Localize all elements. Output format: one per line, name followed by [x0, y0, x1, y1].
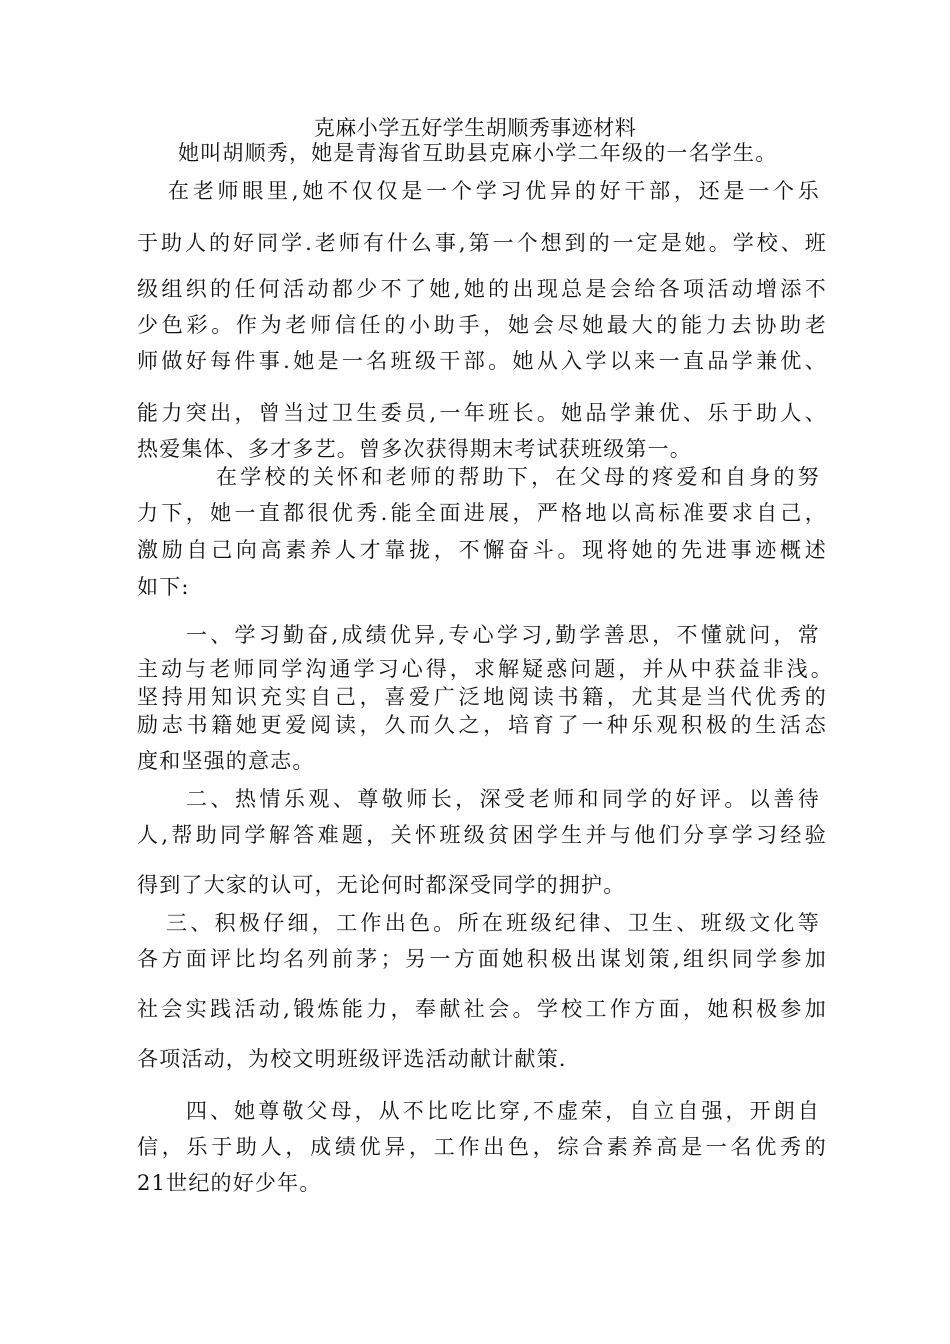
paragraph-line: 她叫胡顺秀，她是青海省互助县克麻小学二年级的一名学生。	[178, 141, 778, 165]
paragraph-line: 少色彩。作为老师信任的小助手，她会尽她最大的能力去协助老	[137, 313, 827, 337]
paragraph-line: 能力突出，曾当过卫生委员,一年班长。她品学兼优、乐于助人、	[137, 401, 827, 425]
paragraph-line: 力下，她一直都很优秀.能全面进展，严格地以高标准要求自己，	[137, 501, 827, 525]
paragraph-line: 社会实践活动,锻炼能力，奉献社会。学校工作方面，她积极参加	[137, 997, 827, 1021]
paragraph-line: 坚持用知识充实自己，喜爱广泛地阅读书籍，尤其是当代优秀的	[137, 685, 827, 709]
paragraph-line: 各方面评比均名列前茅；另一方面她积极出谋划策,组织同学参加	[137, 947, 827, 971]
paragraph-line: 于助人的好同学.老师有什么事,第一个想到的一定是她。学校、班	[137, 231, 827, 255]
paragraph-line: 各项活动，为校文明班级评选活动献计献策.	[137, 1047, 567, 1071]
paragraph-line: 激励自己向高素养人才靠拢，不懈奋斗。现将她的先进事迹概述	[137, 538, 827, 562]
document-title: 克麻小学五好学生胡顺秀事迹材料	[313, 116, 637, 140]
paragraph-line: 得到了大家的认可，无论何时都深受同学的拥护。	[137, 873, 626, 897]
paragraph-line: 三、积极仔细，工作出色。所在班级纪律、卫生、班级文化等	[166, 911, 820, 935]
paragraph-line: 二、热情乐观、尊敬师长，深受老师和同学的好评。以善待	[186, 787, 820, 811]
paragraph-line: 励志书籍她更爱阅读，久而久之，培育了一种乐观积极的生活态	[137, 713, 827, 737]
paragraph-line: 在老师眼里,她不仅仅是一个学习优异的好干部，还是一个乐	[168, 179, 820, 203]
paragraph-line: 一、学习勤奋,成绩优异,专心学习,勤学善思，不懂就问，常	[186, 623, 820, 647]
paragraph-line: 21世纪的好少年。	[137, 1171, 322, 1195]
paragraph-line: 人,帮助同学解答难题，关怀班级贫困学生并与他们分享学习经验	[137, 823, 827, 847]
paragraph-line: 级组织的任何活动都少不了她,她的出现总是会给各项活动增添不	[137, 277, 827, 301]
paragraph-line: 热爱集体、多才多艺。曾多次获得期末考试获班级第一。	[137, 437, 692, 461]
paragraph-line: 度和坚强的意志。	[137, 749, 315, 773]
paragraph-line: 师做好每件事.她是一名班级干部。她从入学以来一直品学兼优、	[137, 349, 827, 373]
paragraph-line: 在学校的关怀和老师的帮助下，在父母的疼爱和自身的努	[216, 465, 820, 489]
paragraph-line: 如下:	[137, 575, 190, 599]
paragraph-line: 四、她尊敬父母，从不比吃比穿,不虚荣，自立自强，开朗自	[186, 1099, 820, 1123]
paragraph-line: 主动与老师同学沟通学习心得，求解疑惑问题，并从中获益非浅。	[137, 657, 833, 681]
paragraph-line: 信，乐于助人，成绩优异，工作出色，综合素养高是一名优秀的	[137, 1135, 827, 1159]
